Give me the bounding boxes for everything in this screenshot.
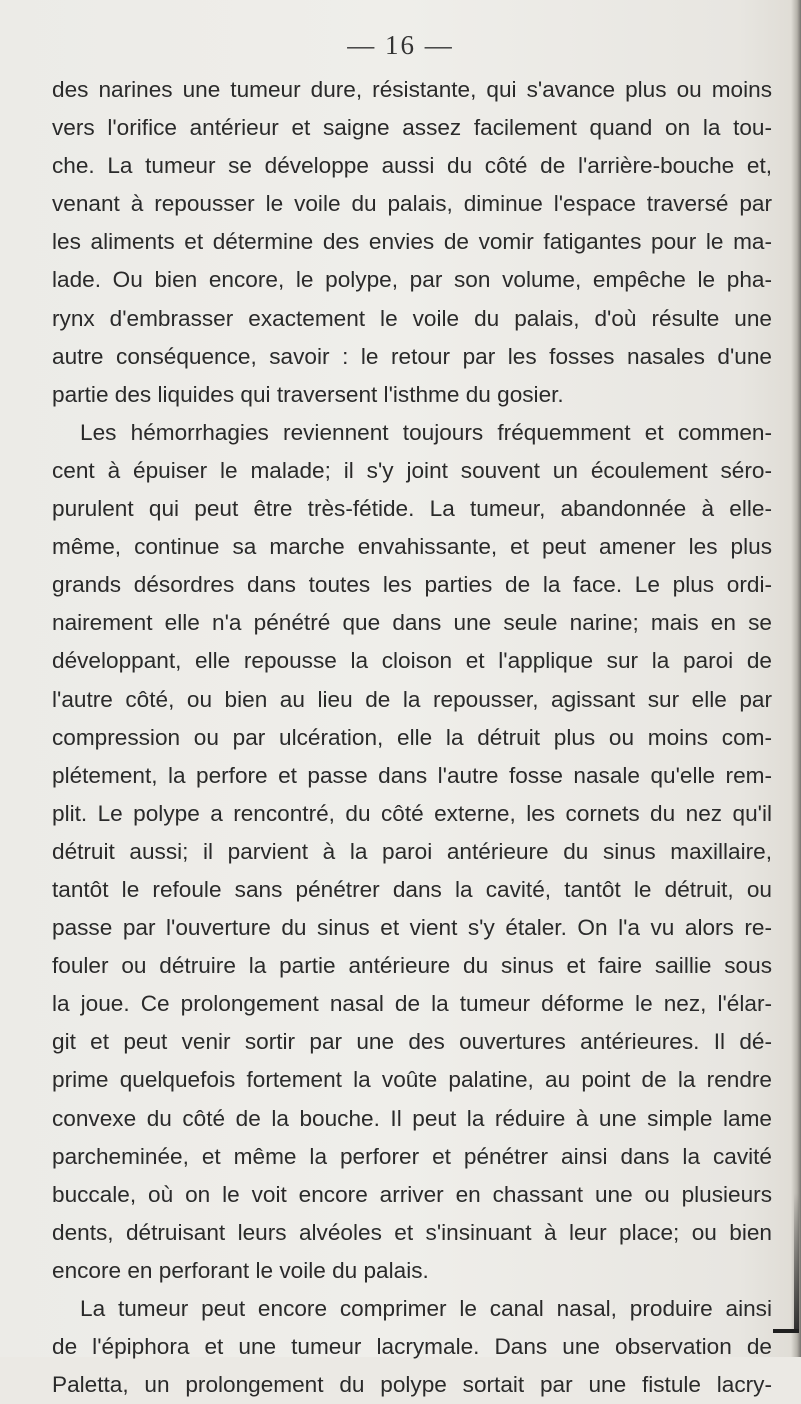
text-line: passe par l'ouverture du sinus et vient s'y étaler. On l'a vu alors re-	[52, 915, 772, 941]
text-line: plit. Le polype a rencontré, du côté externe, les cornets du nez qu'il	[52, 800, 772, 826]
text-line: grands désordres dans toutes les parties de la face. Le plus ordi-	[52, 572, 772, 598]
text-line: venant à repousser le voile du palais, diminue l'espace traversé par	[52, 191, 772, 217]
text-line: autre conséquence, savoir : le retour par les fosses nasales d'une	[52, 343, 772, 369]
text-line: dents, détruisant leurs alvéoles et s'insinuant à leur place; ou bien	[52, 1219, 772, 1245]
text-line: fouler ou détruire la partie antérieure du sinus et faire saillie sous	[52, 953, 772, 979]
text-line: des narines une tumeur dure, résistante, qui s'avance plus ou moins	[52, 77, 772, 102]
text-line: rynx d'embrasser exactement le voile du palais, d'où résulte une	[52, 305, 772, 331]
text-line: che. La tumeur se développe aussi du côté de l'arrière-bouche et,	[52, 153, 772, 179]
text-line: l'autre côté, ou bien au lieu de la repousser, agissant sur elle par	[52, 686, 772, 712]
text-line: parcheminée, et même la perforer et pénétrer ainsi dans la cavité	[52, 1143, 772, 1169]
text-line: La tumeur peut encore comprimer le canal nasal, produire ainsi	[80, 1296, 772, 1321]
text-line: la joue. Ce prolongement nasal de la tumeur déforme le nez, l'élar-	[52, 991, 772, 1017]
text-line: Les hémorrhagies reviennent toujours fréquemment et commen-	[80, 419, 772, 445]
text-line: partie des liquides qui traversent l'isthme du gosier.	[52, 381, 564, 407]
text-line: les aliments et détermine des envies de vomir fatigantes pour le ma-	[52, 229, 772, 255]
text-line: git et peut venir sortir par une des ouvertures antérieures. Il dé-	[52, 1029, 772, 1055]
text-line: encore en perforant le voile du palais.	[52, 1257, 429, 1283]
body-text	[52, 71, 772, 1404]
text-line: développant, elle repousse la cloison et l'applique sur la paroi de	[52, 648, 772, 674]
text-line: vers l'orifice antérieur et saigne assez facilement quand on la tou-	[52, 115, 772, 141]
text-line: cent à épuiser le malade; il s'y joint souvent un écoulement séro-	[52, 457, 772, 483]
text-line: tantôt le refoule sans pénétrer dans la cavité, tantôt le détruit, ou	[52, 876, 772, 902]
text-line: de l'épiphora et une tumeur lacrymale. Dans une observation de	[52, 1334, 772, 1360]
text-line: plétement, la perfore et passe dans l'autre fosse nasale qu'elle rem-	[52, 762, 772, 788]
text-line: lade. Ou bien encore, le polype, par son volume, empêche le pha-	[52, 267, 772, 293]
text-line: compression ou par ulcération, elle la détruit plus ou moins com-	[52, 724, 772, 750]
text-line: buccale, où on le voit encore arriver en chassant une ou plusieurs	[52, 1181, 772, 1207]
text-line: convexe du côté de la bouche. Il peut la réduire à une simple lame	[52, 1105, 772, 1131]
text-line: même, continue sa marche envahissante, et peut amener les plus	[52, 534, 772, 560]
page-corner-mark	[794, 1193, 799, 1333]
text-line: prime quelquefois fortement la voûte palatine, au point de la rendre	[52, 1067, 772, 1093]
page-edge-shadow	[791, 0, 801, 1357]
page-number-header: — 16 —	[347, 30, 454, 60]
page-corner-mark	[773, 1329, 799, 1333]
text-line: purulent qui peut être très-fétide. La tumeur, abandonnée à elle-	[52, 496, 772, 522]
text-line: nairement elle n'a pénétré que dans une seule narine; mais en se	[52, 610, 772, 636]
text-line: détruit aussi; il parvient à la paroi antérieure du sinus maxillaire,	[52, 838, 772, 864]
text-line: Paletta, un prolongement du polype sortait par une fistule lacry-	[52, 1372, 772, 1398]
